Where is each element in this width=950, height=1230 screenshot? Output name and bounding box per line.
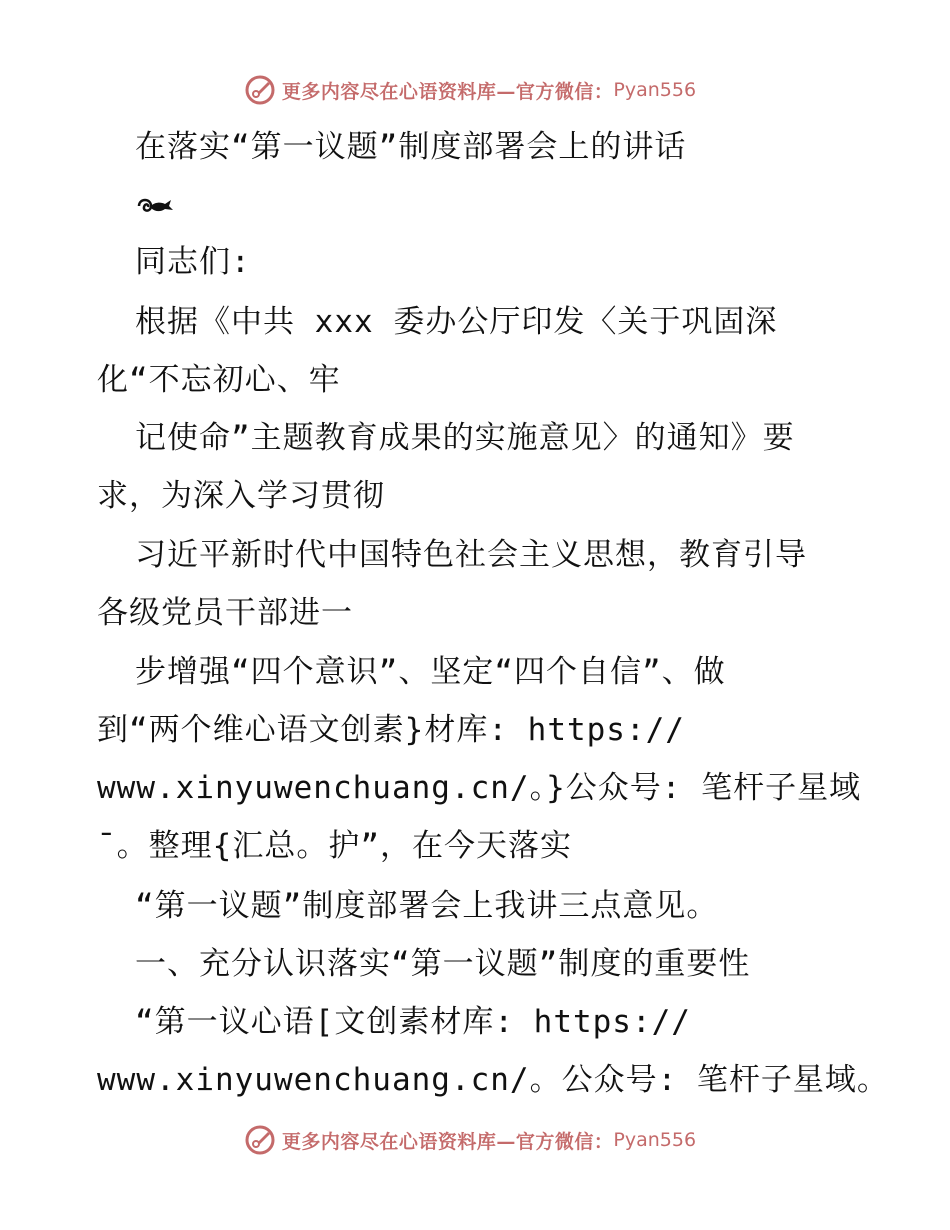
- watermark-text: 更多内容尽在心语资料库—官方微信：: [281, 1130, 614, 1153]
- paragraph-line: 记使命”主题教育成果的实施意见〉的通知》要: [135, 420, 795, 456]
- paragraph-line: 求，为深入学习贯彻: [97, 478, 385, 514]
- paragraph-line: 各级党员干部进一: [97, 595, 353, 631]
- paragraph-line: ˉ。整理{汇总。护”，在今天落实: [97, 828, 572, 864]
- paragraph-line: 化“不忘初心、牢: [97, 362, 341, 398]
- decorative-swirl-icon: [135, 192, 175, 220]
- watermark-wechat-id: Pyan556: [613, 79, 697, 101]
- paragraph-line: 习近平新时代中国特色社会主义思想，教育引导: [135, 537, 807, 573]
- paragraph-line: 根据《中共 xxx 委办公厅印发〈关于巩固深: [135, 304, 778, 340]
- paragraph-line: “第一议心语[文创素材库: https://: [135, 1004, 691, 1040]
- header-watermark: [0, 70, 950, 110]
- salutation: 同志们:: [135, 244, 251, 280]
- footer-watermark: [0, 1120, 950, 1160]
- watermark-text: 更多内容尽在心语资料库—官方微信：: [281, 80, 614, 103]
- brand-logo-icon: [244, 1124, 276, 1156]
- brand-logo-icon: [244, 74, 276, 106]
- section-heading: 一、充分认识落实“第一议题”制度的重要性: [135, 946, 751, 982]
- document-title: 在落实“第一议题”制度部署会上的讲话: [135, 129, 687, 165]
- paragraph-line: www.xinyuwenchuang.cn/。}公众号: 笔杆子星域: [97, 770, 862, 806]
- paragraph-line: 步增强“四个意识”、坚定“四个自信”、做: [135, 654, 726, 690]
- paragraph-line: “第一议题”制度部署会上我讲三点意见。: [135, 888, 719, 924]
- watermark-wechat-id: Pyan556: [613, 1129, 697, 1151]
- paragraph-line: 到“两个维心语文创素}材库: https://: [97, 712, 685, 748]
- paragraph-line: www.xinyuwenchuang.cn/。公众号: 笔杆子星域。: [97, 1062, 889, 1098]
